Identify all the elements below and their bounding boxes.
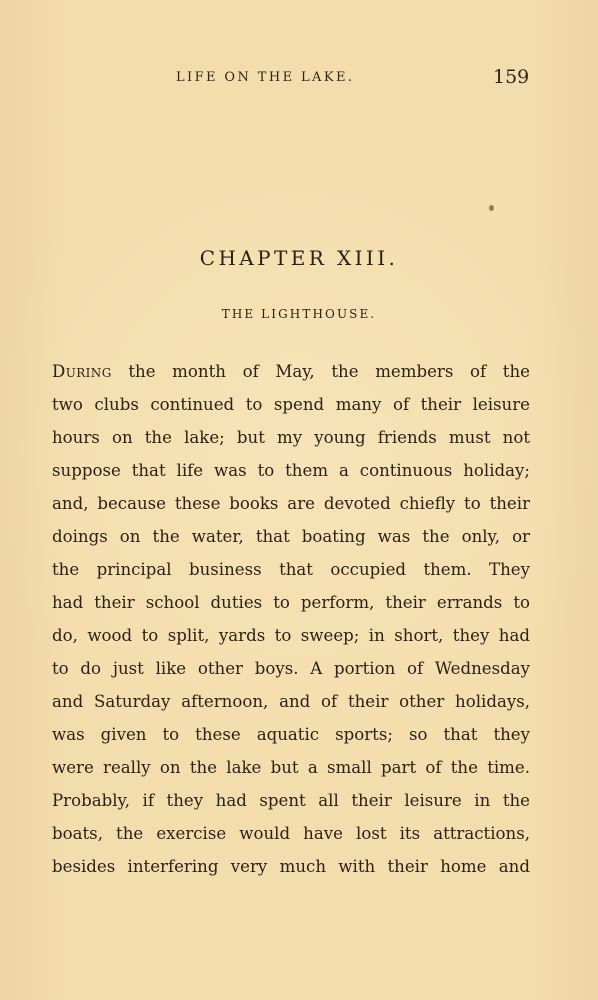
chapter-heading: CHAPTER XIII.: [199, 246, 399, 270]
text-line-content: the month of May, the members of the: [128, 362, 530, 381]
text-line: the principal business that occupied them. They: [52, 560, 530, 579]
ink-spot: [489, 205, 494, 211]
text-line: two clubs continued to spend many of their leisure: [52, 395, 530, 414]
body-text: [52, 355, 530, 883]
text-line: to do just like other boys. A portion of Wednesday: [52, 659, 530, 678]
text-line: were really on the lake but a small part of the time.: [52, 758, 530, 777]
text-line: boats, the exercise would have lost its attractions,: [52, 824, 530, 843]
page-number: 159: [493, 66, 530, 88]
text-line: was given to these aquatic sports; so that they: [52, 725, 530, 744]
running-header: [0, 67, 598, 89]
text-line: doings on the water, that boating was the only, or: [52, 527, 530, 546]
text-line: hours on the lake; but my young friends must not: [52, 428, 530, 447]
running-title: LIFE ON THE LAKE.: [176, 70, 355, 85]
text-line: Probably, if they had spent all their leisure in the: [52, 791, 530, 810]
chapter-subtitle: THE LIGHTHOUSE.: [221, 307, 377, 321]
lead-word: During: [52, 362, 112, 381]
text-line: suppose that life was to them a continuous holiday;: [52, 461, 530, 480]
text-line: do, wood to split, yards to sweep; in short, they had: [52, 626, 530, 645]
text-line: and, because these books are devoted chiefly to their: [52, 494, 530, 513]
text-line: [52, 355, 530, 388]
text-line: and Saturday afternoon, and of their other holidays,: [52, 692, 530, 711]
text-line: besides interfering very much with their home and: [52, 857, 530, 876]
text-line: had their school duties to perform, their errands to: [52, 593, 530, 612]
